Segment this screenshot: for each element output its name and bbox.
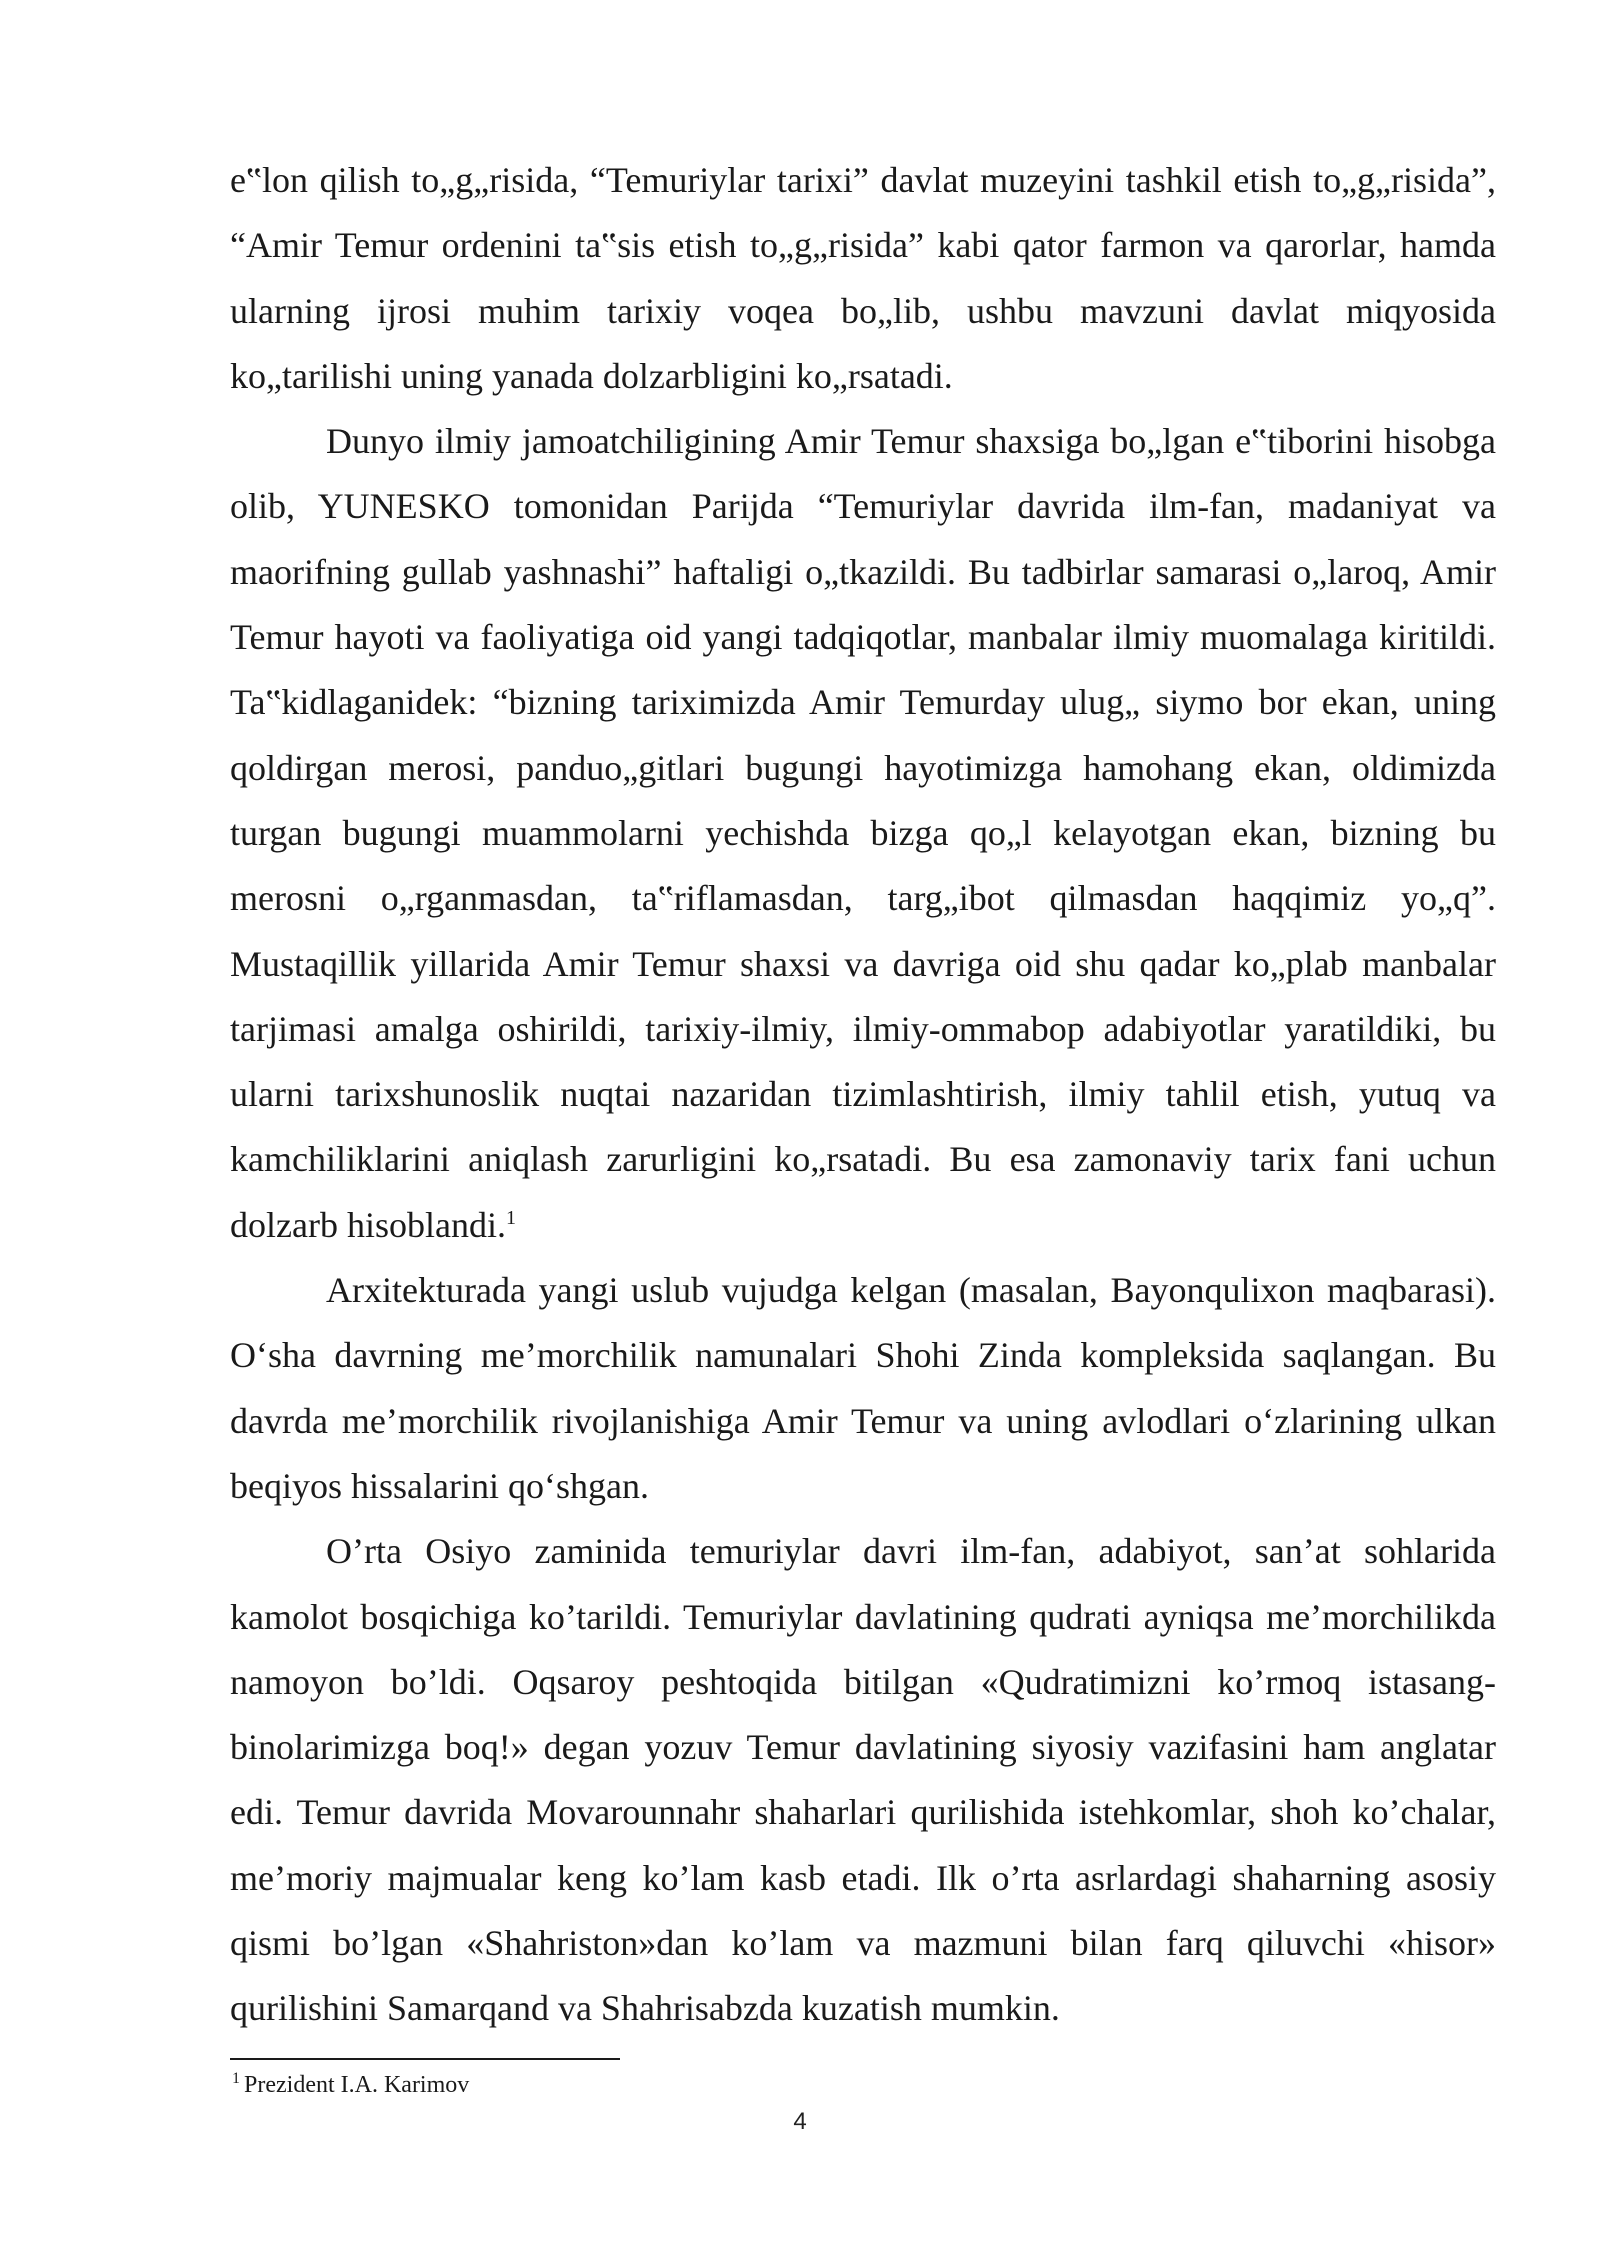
footnote-separator	[230, 2058, 620, 2060]
footnote-reference[interactable]: 1	[505, 1206, 516, 1229]
paragraph-4: O’rta Osiyo zaminida temuriylar davri ilm-fan, adabiyot, san’at sohlarida kamolot bosqichiga ko’tarildi. Temuriylar davlatining qudrati ayniqsa me’morchilikda namoyon bo’ldi. Oqsaroy peshtoqida bitilgan «Qudratimizni ko’rmoq istasang- binolarimizga boq!» degan yozuv Temur davlatining siyosiy vazifasini ham anglatar edi. Temur davrida Movarounnahr shaharlari qurilishida istehkomlar, shoh ko’chalar, me’moriy majmualar keng ko’lam kasb etadi. Ilk o’rta asrlardagi shaharning asosiy qismi bo’lgan «Shahriston»dan ko’lam va mazmuni bilan farq qiluvchi «hisor» qurilishini Samarqand va Shahrisabzda kuzatish mumkin.	[230, 1531, 1496, 2029]
document-body	[230, 148, 1496, 2042]
paragraph-1: e‟lon qilish to„g„risida, “Temuriylar tarixi” davlat muzeyini tashkil etish to„g„risida”, “Amir Temur ordenini ta‟sis etish to„g„risida” kabi qator farmon va qarorlar, hamda ularning ijrosi muhim tarixiy voqea bo„lib, ushbu mavzuni davlat miqyosida ko„tarilishi uning yanada dolzarbligini ko„rsatadi.	[230, 160, 1496, 396]
paragraph-2-text: Dunyo ilmiy jamoatchiligining Amir Temur shaxsiga bo„lgan e‟tiborini hisobga olib, YUNESKO tomonidan Parijda “Temuriylar davrida ilm-fan, madaniyat va maorifning gullab yashnashi” haftaligi o„tkazildi. Bu tadbirlar samarasi o„laroq, Amir Temur hayoti va faoliyatiga oid yangi tadqiqotlar, manbalar ilmiy muomalaga kiritildi. Ta‟kidlaganidek: “bizning tariximizda Amir Temurday ulug„ siymo bor ekan, uning qoldirgan merosi, panduo„gitlari bugungi hayotimizga hamohang ekan, oldimizda turgan bugungi muammolarni yechishda bizga qo„l kelayotgan ekan, bizning bu merosni o„rganmasdan, ta‟riflamasdan, targ„ibot qilmasdan haqqimiz yo„q”. Mustaqillik yillarida Amir Temur shaxsi va davriga oid shu qadar ko„plab manbalar tarjimasi amalga oshirildi, tarixiy-ilmiy, ilmiy-ommabop adabiyotlar yaratildiki, bu ularni tarixshunoslik nuqtai nazaridan tizimlashtirish, ilmiy tahlil etish, yutuq va kamchiliklarini aniqlash zarurligini ko„rsatadi. Bu esa zamonaviy tarix fani uchun dolzarb hisoblandi.	[230, 421, 1496, 1245]
paragraph-2	[230, 409, 1496, 1258]
page-number: 4	[793, 2108, 807, 2135]
footnote-text: Prezident I.A. Karimov	[244, 2072, 470, 2098]
paragraph-3: Arxitekturada yangi uslub vujudga kelgan (masalan, Bayonqulixon maqbarasi). O‘sha davrning me’morchilik namunalari Shohi Zinda kompleksida saqlangan. Bu davrda me’morchilik rivojlanishiga Amir Temur va uning avlodlari o‘zlarining ulkan beqiyos hissalarini qo‘shgan.	[230, 1270, 1496, 1506]
footnote-number: 1	[232, 2070, 240, 2087]
footnote	[232, 2070, 469, 2100]
